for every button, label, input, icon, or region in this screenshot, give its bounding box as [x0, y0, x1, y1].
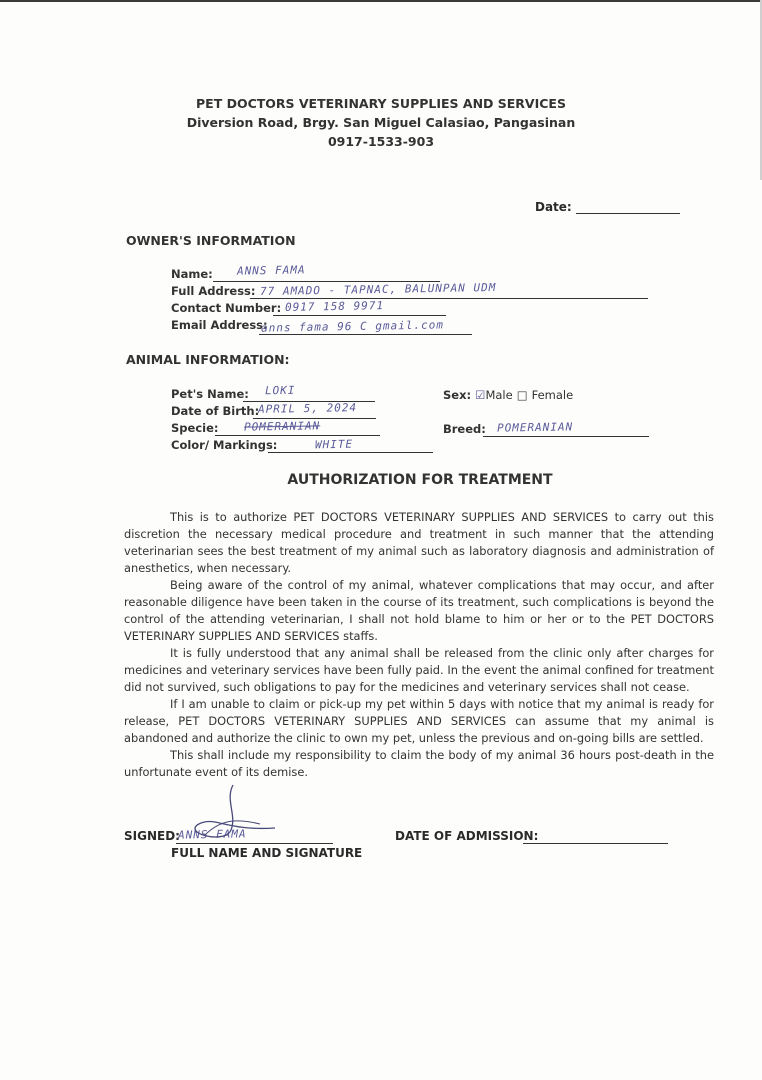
- paragraph-3: It is fully understood that any animal shall be released from the clinic only after charges for medicines and veterinary services have been fully paid. In the event the animal confined for treatment did not survived, such obligations to pay for the medicines and veterinary services shall not cease.: [124, 646, 714, 694]
- sex-label: Sex:: [443, 388, 472, 402]
- date-field: [535, 200, 680, 214]
- date-label: Date:: [535, 200, 572, 214]
- signature-scribble-icon: [175, 780, 285, 850]
- breed-label: Breed:: [443, 422, 486, 436]
- authorization-title: AUTHORIZATION FOR TREATMENT: [287, 472, 553, 488]
- admission-line[interactable]: [523, 830, 668, 844]
- date-line[interactable]: [576, 201, 680, 214]
- business-address: Diversion Road, Brgy. San Miguel Calasiao, Pangasinan: [186, 115, 576, 130]
- signed-value: ANNS FAMA: [177, 827, 247, 842]
- address-label: Full Address:: [171, 284, 256, 298]
- contact-label: Contact Number:: [171, 301, 282, 315]
- business-name: PET DOCTORS VETERINARY SUPPLIES AND SERVICES: [196, 96, 566, 111]
- signed-label: SIGNED:: [124, 829, 180, 843]
- email-label: Email Address:: [171, 318, 268, 332]
- dob-label: Date of Birth:: [171, 404, 260, 418]
- dob-value: APRIL 5, 2024: [257, 401, 358, 416]
- letterhead: [0, 94, 762, 151]
- authorization-body: [124, 509, 714, 781]
- color-label: Color/ Markings:: [171, 438, 278, 452]
- paragraph-5: This shall include my responsibility to claim the body of my animal 36 hours post-death in the unfortunate event of its demise.: [124, 748, 714, 779]
- pet-name-value: LOKI: [264, 383, 296, 398]
- male-label: Male: [485, 388, 513, 402]
- female-label: Female: [531, 388, 574, 402]
- animal-section-title: ANIMAL INFORMATION:: [126, 352, 290, 367]
- name-label: Name:: [171, 267, 213, 281]
- pet-name-label: Pet's Name:: [171, 387, 249, 401]
- paragraph-1: This is to authorize PET DOCTORS VETERINARY SUPPLIES AND SERVICES to carry out this discretion the necessary medical procedure and treatment in such manner that the attending veterinarian sees the best treatment of my animal such as laboratory diagnosis and administration of anesthetics, when necessary.: [124, 510, 714, 575]
- full-name-signature-label: FULL NAME AND SIGNATURE: [171, 846, 363, 860]
- sex-field: [443, 388, 573, 402]
- top-border: [0, 0, 762, 2]
- name-value: ANNS FAMA: [236, 263, 306, 278]
- email-value: anns fama 96 C gmail.com: [260, 318, 445, 335]
- address-value: 77 AMADO - TAPNAC, BALUNPAN UDM: [259, 280, 497, 299]
- paragraph-4: If I am unable to claim or pick-up my pet within 5 days with notice that my animal is ready for release, PET DOCTORS VETERINARY SUPPLIES AND SERVICES can assume that my animal is abandoned and authorize the clinic to own my pet, unless the previous and on-going bills are settled.: [124, 697, 714, 745]
- male-checkbox[interactable]: ☑: [475, 388, 486, 402]
- specie-label: Specie:: [171, 421, 219, 435]
- business-phone: 0917-1533-903: [327, 134, 435, 149]
- breed-value: POMERANIAN: [496, 420, 574, 435]
- contact-value: 0917 158 9971: [284, 299, 385, 314]
- female-checkbox[interactable]: □: [516, 388, 528, 402]
- specie-value: POMERANIAN: [243, 419, 321, 434]
- owner-section-title: OWNER'S INFORMATION: [126, 233, 296, 248]
- paragraph-2: Being aware of the control of my animal, whatever complications that may occur, and after reasonable diligence have been taken in the course of its treatment, such complications is beyond the control of the attending veterinarian, I shall not hold blame to him or her or to the PET DOCTORS VETERINARY SUPPLIES AND SERVICES staffs.: [124, 578, 714, 643]
- pet-name-line[interactable]: [243, 387, 375, 402]
- color-value: WHITE: [314, 437, 354, 452]
- admission-label: DATE OF ADMISSION:: [395, 829, 539, 843]
